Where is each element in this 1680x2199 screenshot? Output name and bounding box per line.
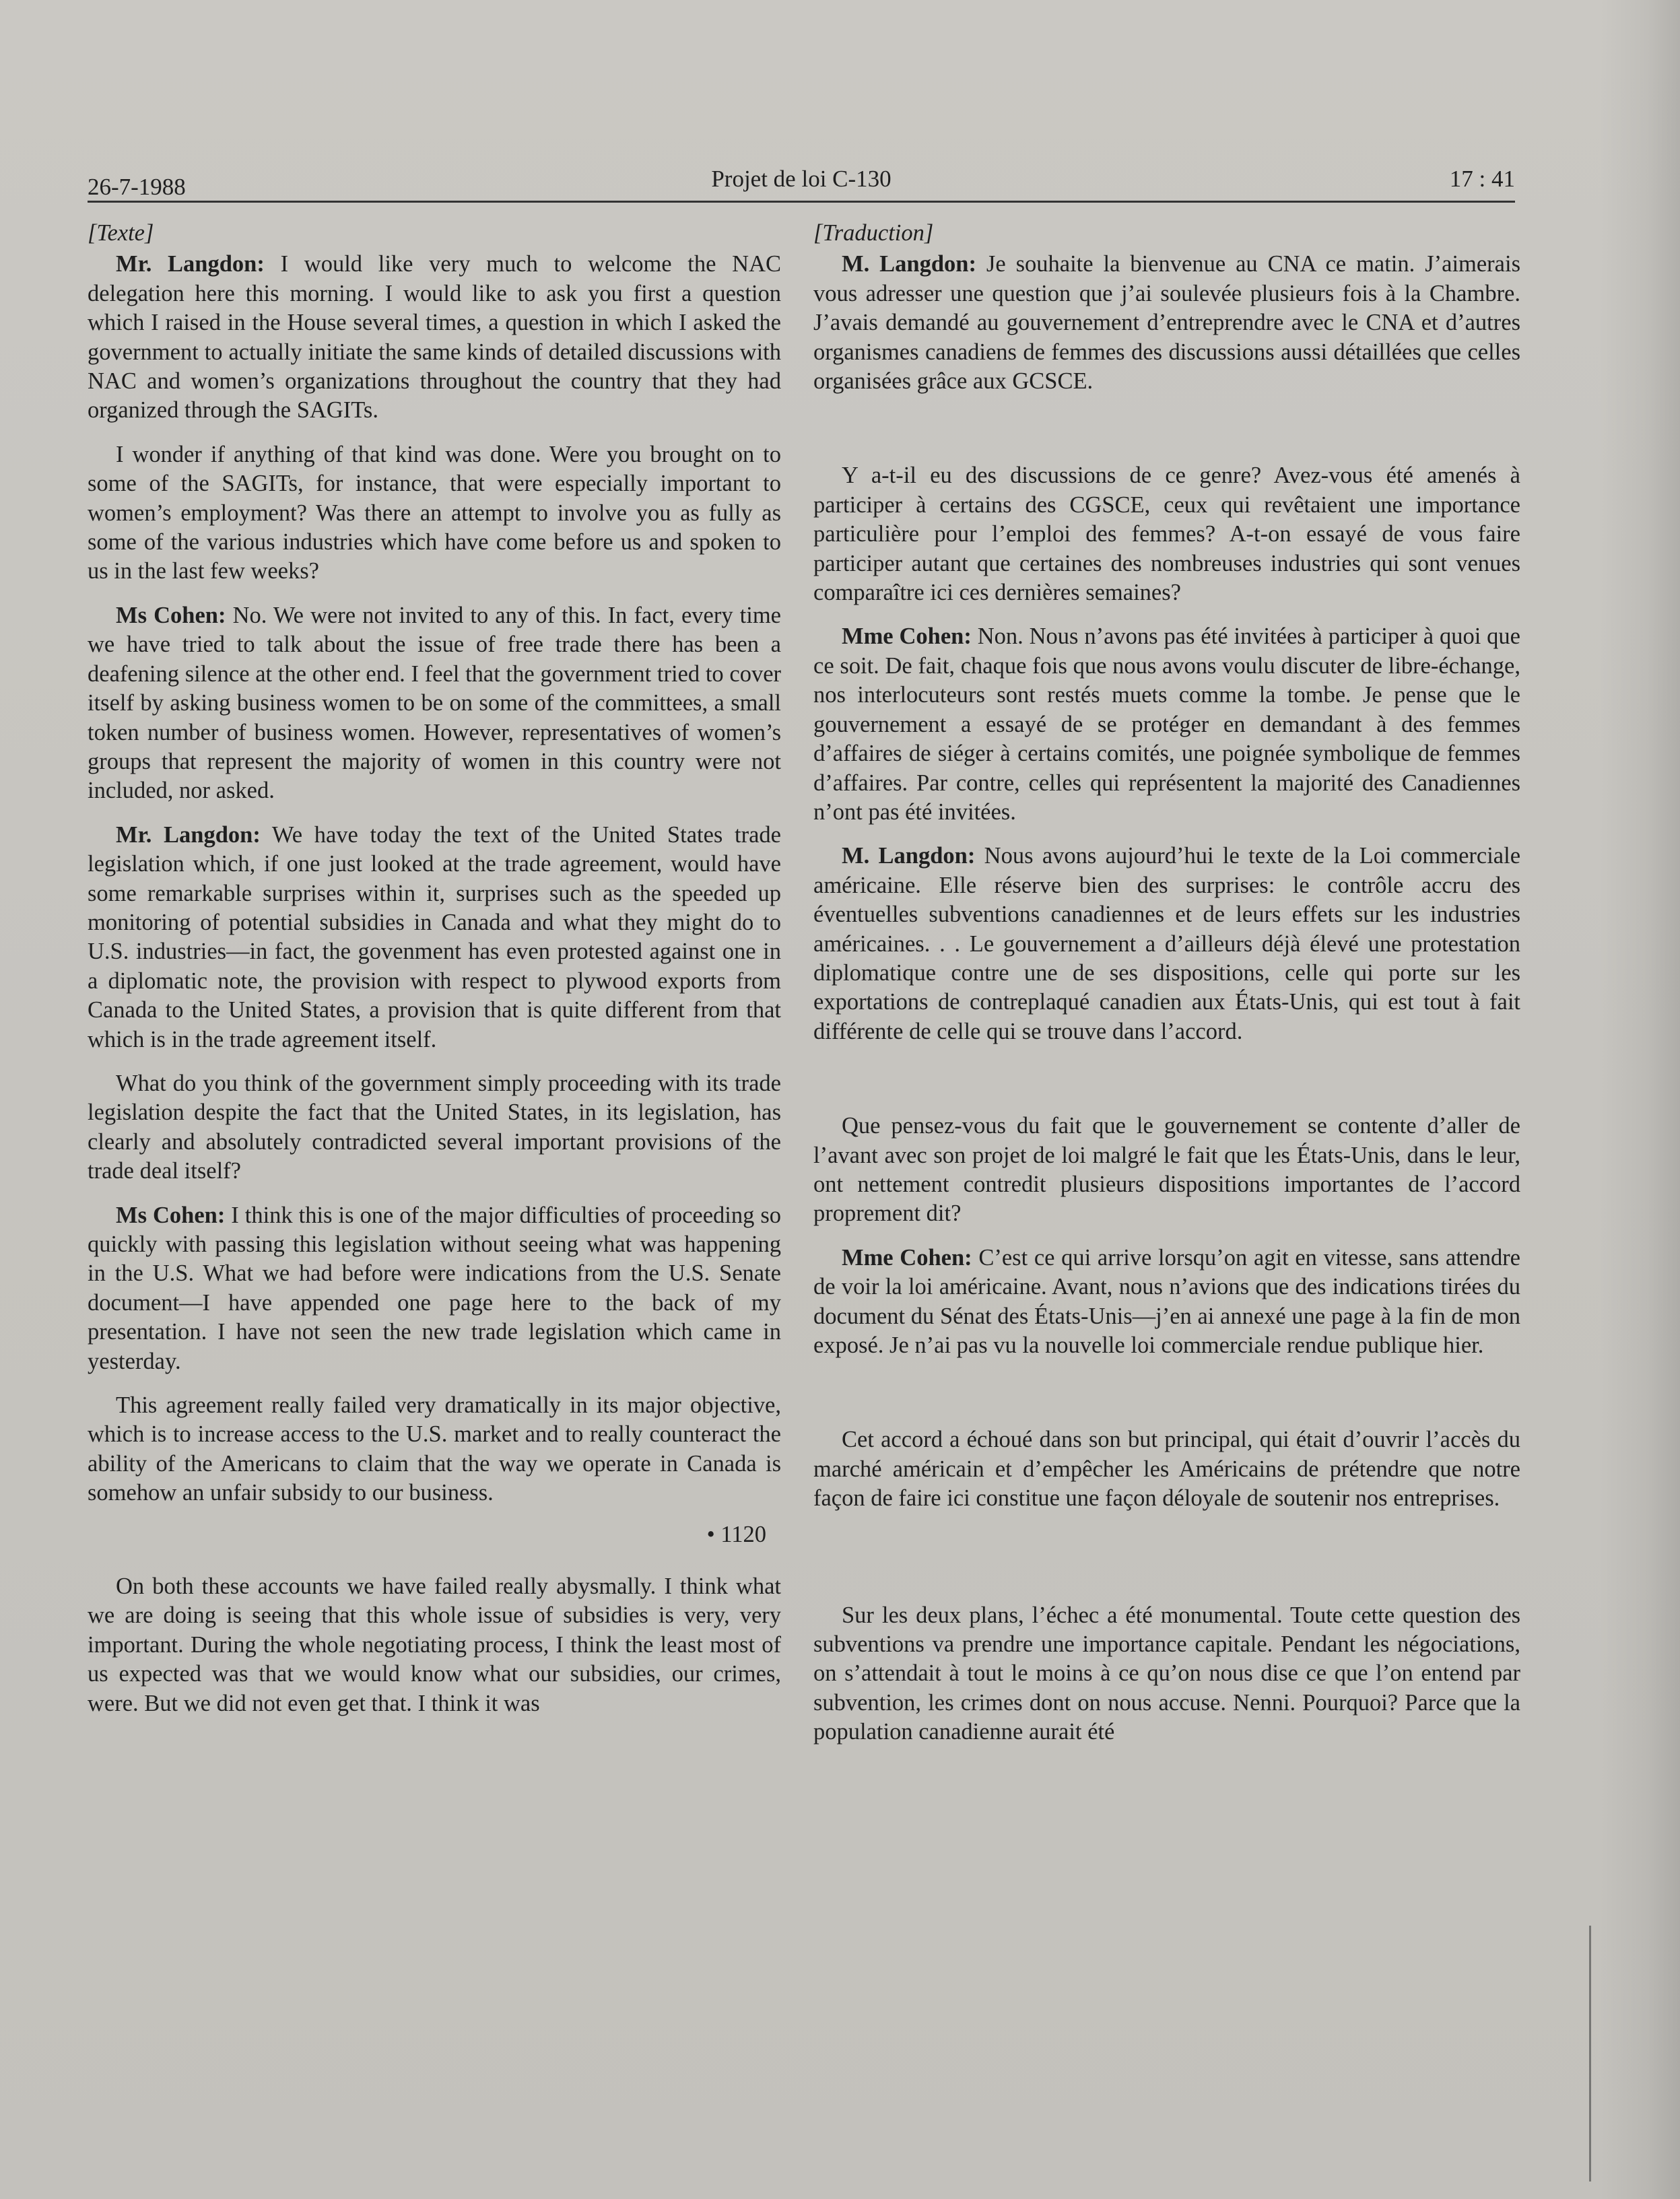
english-paragraph-3	[88, 601, 781, 806]
speaker-label: Mme Cohen:	[842, 1244, 972, 1271]
english-paragraph-8	[88, 1572, 781, 1718]
header-page-number: 17 : 41	[1449, 166, 1515, 192]
paragraph-text: Y a-t-il eu des discussions de ce genre? Avez-vous été amenés à participer à certains des CGSCE, ceux qui revêtaient une importance particulière pour l’emploi des femmes? A-t-on essayé de vous faire participer autant que certaines des nombreuses industries qui sont venues comparaître ici ces dernières semaines?	[813, 463, 1520, 606]
french-paragraph-5	[813, 1112, 1520, 1229]
english-paragraph-7	[88, 1391, 781, 1508]
english-text-tag: [Texte]	[88, 220, 154, 246]
paragraph-text: C’est ce qui arrive lorsqu’on agit en vitesse, sans attendre de voir la loi américaine. Avant, nous n’avions que des indications tirées du document du Sénat des États-Unis—j’en ai annexé une page à la fin de mon exposé. Je n’ai pas vu la nouvelle loi commerciale rendue publique hier.	[813, 1244, 1520, 1358]
french-paragraph-1	[813, 250, 1520, 396]
paragraph-text: We have today the text of the United States trade legislation which, if one just looked at the trade agreement, would have some remarkable surprises within it, surprises such as the speeded up monitoring of potential subsidies in Canada and what they might do to U.S. industries—in fact, the govenment has even protested against one in a diplomatic note, the provision with respect to plywood exports from Canada to the United States, a provision that is quite different from that which is in the trade agreement itself.	[88, 821, 781, 1052]
paragraph-text: Nous avons aujourd’hui le texte de la Loi commerciale américaine. Elle réserve bien des surprises: le contrôle accru des éventuelles subventions canadiennes et de leurs effets sur les industries américaines. . . Le gouvernement a d’ailleurs déjà élevé une protestation diplomatique contre une de ses dispositions, celle qui porte sur les exportations de contreplaqué canadien aux États-Unis, qui est tout à fait différente de celle qui se trouve dans l’accord.	[813, 843, 1521, 1044]
paragraph-text: Je souhaite la bienvenue au CNA ce matin. J’aimerais vous adresser une question que j’ai soulevée plusieurs fois à la Chambre. J’avais demandé au gouvernement d’entreprendre avec le CNA et d’autres organismes canadiens de femmes des discussions aussi détaillées que celles organisées grâce aux GCSCE.	[813, 251, 1520, 395]
header-date: 26-7-1988	[88, 174, 186, 200]
header-rule	[88, 201, 1515, 203]
french-paragraph-6	[813, 1244, 1520, 1361]
english-column	[88, 219, 781, 1733]
speaker-label: M. Langdon:	[842, 843, 976, 869]
english-paragraph-6	[88, 1201, 781, 1376]
french-paragraph-2	[813, 461, 1520, 607]
speaker-label: Mr. Langdon:	[116, 251, 265, 277]
paragraph-text: Sur les deux plans, l’échec a été monumental. Toute cette question des subventions va prendre une importance capitale. Pendant les négociations, on s’attendait à tout le moins à ce qu’on nous dise ce que l’on entend par subvention, les crimes dont on nous accuse. Nenni. Pourquoi? Parce que la population canadienne aurait été	[813, 1602, 1520, 1745]
scan-artifact-line	[1589, 1926, 1591, 2181]
english-paragraph-1	[88, 250, 781, 425]
paragraph-text: I think this is one of the major difficulties of proceeding so quickly with passing this legislation without seeing what was happening in the U.S. What we had before were indications from the U.S. Senate document—I have appended one page here to the back of my presentation. I have not seen the new trade legislation which came in yesterday.	[88, 1202, 781, 1374]
french-column	[813, 219, 1520, 1762]
speaker-label: M. Langdon:	[842, 251, 976, 277]
speaker-label: Mr. Langdon:	[116, 821, 261, 848]
page-header	[88, 166, 1515, 206]
french-text-tag: [Traduction]	[813, 220, 934, 246]
paragraph-text: This agreement really failed very dramatically in its major objective, which is to increase access to the U.S. market and to really counteract the ability of the Americans to claim that the way we operate in Canada is somehow an unfair subsidy to our business.	[88, 1392, 781, 1506]
paragraph-text: What do you think of the government simply proceeding with its trade legislation despite the fact that the United States, in its legislation, has clearly and absolutely contradicted several important provisions of the trade deal itself?	[88, 1070, 781, 1184]
english-paragraph-2	[88, 440, 781, 586]
french-paragraph-4	[813, 842, 1520, 1046]
paragraph-text: I wonder if anything of that kind was done. Were you brought on to some of the SAGITs, for instance, that were especially important to women’s employment? Was there an attempt to involve you as fully as some of the various industries which have come before us and spoken to us in the last few weeks?	[88, 441, 781, 584]
paragraph-text: Non. Nous n’avons pas été invitées à participer à quoi que ce soit. De fait, chaque fois que nous avons voulu discuter de libre-échange, nos interlocuteurs sont restés muets comme la tombe. Je pense que le gouvernement a essayé de se protéger en demandant à des femmes d’affaires de siéger à certains comités, une poignée symbolique de femmes d’affaires. Par contre, celles qui représentent la majorité des Canadiennes n’ont pas été invitées.	[813, 623, 1520, 825]
paragraph-text: I would like very much to welcome the NAC delegation here this morning. I would like to ask you first a question which I raised in the House several times, a question in which I asked the government to actually initiate the same kinds of detailed discussions with NAC and women’s organizations throughout the country that they had organized through the SAGITs.	[88, 251, 781, 424]
speaker-label: Ms Cohen:	[116, 602, 226, 628]
paragraph-text: Que pensez-vous du fait que le gouvernement se contente d’aller de l’avant avec son projet de loi malgré le fait que les États-Unis, dans le leur, ont nettement contredit plusieurs dispositions importantes de l’accord proprement dit?	[813, 1113, 1520, 1227]
time-marker: • 1120	[706, 1521, 766, 1547]
paragraph-text: Cet accord a échoué dans son but principal, qui était d’ouvrir l’accès du marché américain et d’empêcher les Américains de prétendre que notre façon de faire ici constitue une façon déloyale de soutenir nos entreprises.	[813, 1427, 1520, 1512]
english-paragraph-4	[88, 821, 781, 1054]
speaker-label: Mme Cohen:	[842, 623, 972, 650]
english-paragraph-5	[88, 1069, 781, 1186]
french-paragraph-7	[813, 1425, 1520, 1513]
french-paragraph-3	[813, 622, 1520, 827]
speaker-label: Ms Cohen:	[116, 1202, 226, 1228]
header-title: Projet de loi C-130	[711, 166, 892, 192]
french-paragraph-8	[813, 1601, 1520, 1747]
paragraph-text: No. We were not invited to any of this. In fact, every time we have tried to talk about the issue of free trade there has been a deafening silence at the other end. I feel that the government tried to cover itself by asking business women to be on some of the committees, a small token number of business women. However, representatives of women’s groups that represent the majority of women in this country were not included, nor asked.	[88, 602, 781, 804]
page-edge-shadow	[1599, 0, 1680, 2199]
paragraph-text: On both these accounts we have failed really abysmally. I think what we are doing is seeing that this whole issue of subsidies is very, very important. During the whole negotiating process, I think the least most of us expected was that we would know what our subsidies, our crimes, were. But we did not even get that. I think it was	[88, 1574, 781, 1716]
